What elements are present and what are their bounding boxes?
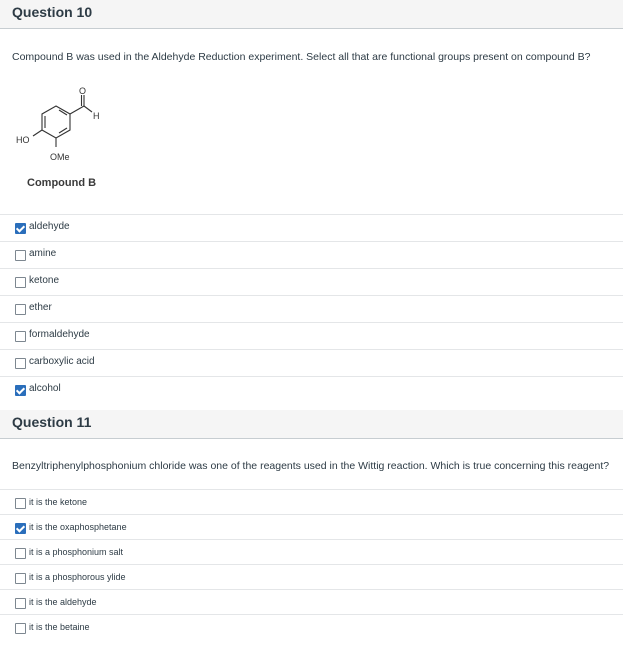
atom-o-label: O [79,86,87,96]
answer-option[interactable] [0,614,623,639]
checkbox[interactable] [15,277,26,288]
answer-option[interactable] [0,322,623,349]
checkbox[interactable] [15,223,26,234]
answer-option[interactable] [0,214,623,241]
question-10-text: Compound B was used in the Aldehyde Reduction experiment. Select all that are functional groups present on compound B? [12,51,591,63]
answer-label: ketone [29,275,60,286]
atom-ome-label: OMe [50,152,70,162]
question-10-title: Question 10 [12,4,93,20]
question-10-header [0,0,623,29]
answer-option[interactable] [0,241,623,268]
answer-label: it is a phosphonium salt [29,547,124,557]
question-11-answers [0,489,623,639]
checkbox[interactable] [15,331,26,342]
compound-b-caption: Compound B [27,177,97,189]
checkbox[interactable] [15,523,26,534]
checkbox[interactable] [15,250,26,261]
checkbox[interactable] [15,304,26,315]
answer-label: it is the ketone [29,497,88,507]
answer-option[interactable] [0,589,623,614]
compound-b-structure [12,84,152,174]
answer-label: carboxylic acid [29,356,95,367]
answer-label: aldehyde [29,221,70,232]
question-11-text: Benzyltriphenylphosphonium chloride was one of the reagents used in the Wittig reaction. Which is true concerning this reagent? [12,460,610,472]
checkbox[interactable] [15,548,26,559]
checkbox[interactable] [15,385,26,396]
answer-option[interactable] [0,489,623,514]
atom-ho-label: HO [16,135,30,145]
checkbox[interactable] [15,498,26,509]
answer-option[interactable] [0,514,623,539]
answer-option[interactable] [0,376,623,403]
answer-label: it is the aldehyde [29,597,97,607]
answer-option[interactable] [0,564,623,589]
question-10-answers [0,214,623,403]
checkbox[interactable] [15,598,26,609]
question-11-title: Question 11 [12,414,92,430]
checkbox[interactable] [15,358,26,369]
atom-h-label: H [93,111,100,121]
answer-option[interactable] [0,539,623,564]
answer-label: ether [29,302,52,313]
answer-option[interactable] [0,295,623,322]
answer-label: formaldehyde [29,329,90,340]
checkbox[interactable] [15,573,26,584]
question-11-header [0,410,623,439]
checkbox[interactable] [15,623,26,634]
answer-label: it is the betaine [29,622,90,632]
answer-option[interactable] [0,349,623,376]
answer-option[interactable] [0,268,623,295]
answer-label: alcohol [29,383,61,394]
answer-label: it is a phosphorous ylide [29,572,126,582]
answer-label: amine [29,248,57,259]
answer-label: it is the oxaphosphetane [29,522,127,532]
